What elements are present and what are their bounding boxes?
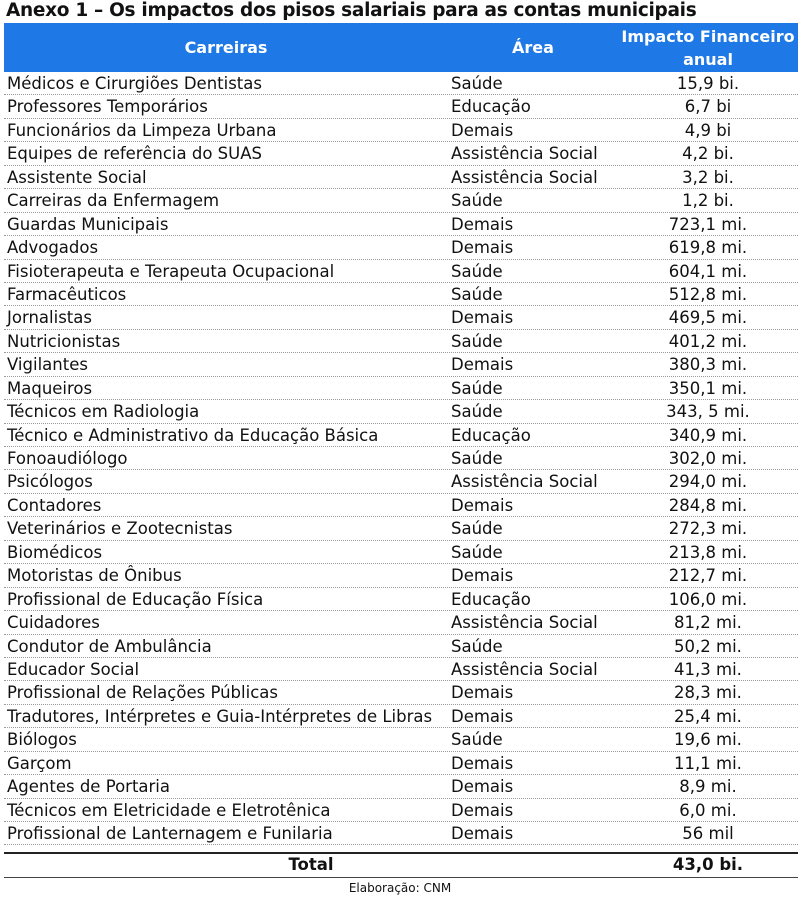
cell-impacto: 6,7 bi [684, 97, 732, 117]
cell-impacto: 56 mil [682, 824, 734, 843]
cell-carreira: Farmacêuticos [7, 284, 127, 304]
cell-carreira: Carreiras da Enfermagem [7, 191, 220, 211]
cell-area: Assistência Social [451, 613, 598, 633]
cell-impacto: 8,9 mi. [679, 777, 737, 797]
cell-area: Saúde [451, 331, 503, 351]
table-row [4, 72, 798, 95]
cell-impacto: 11,1 mi. [674, 753, 742, 773]
table-row [4, 142, 798, 165]
cell-area: Saúde [451, 378, 503, 398]
table-row [4, 822, 798, 845]
cell-area: Demais [451, 308, 514, 328]
cell-impacto: 81,2 mi. [674, 613, 742, 633]
cell-area: Demais [451, 777, 514, 797]
cell-carreira: Técnicos em Eletricidade e Eletrotênica [7, 800, 331, 820]
cell-impacto: 3,2 bi. [682, 167, 734, 187]
cell-carreira: Maqueiros [7, 378, 93, 398]
total-row [4, 852, 798, 878]
table-row [4, 470, 798, 493]
table-row [4, 447, 798, 470]
cell-impacto: 28,3 mi. [674, 683, 742, 703]
document-title: Anexo 1 – Os impactos dos pisos salariais para as contas municipais [6, 0, 697, 21]
cell-carreira: Fisioterapeuta e Terapeuta Ocupacional [7, 261, 335, 281]
cell-carreira: Veterinários e Zootecnistas [7, 519, 233, 539]
cell-impacto: 512,8 mi. [668, 284, 748, 304]
cell-area: Demais [451, 753, 514, 773]
cell-carreira: Funcionários da Limpeza Urbana [7, 120, 277, 140]
cell-area: Demais [451, 824, 514, 843]
cell-carreira: Profissional de Relações Públicas [7, 683, 278, 703]
cell-area: Saúde [451, 284, 503, 304]
cell-carreira: Agentes de Portaria [7, 777, 171, 797]
cell-impacto: 272,3 mi. [668, 519, 748, 539]
cell-carreira: Condutor de Ambulância [7, 636, 212, 656]
header-carreiras: Carreiras [184, 38, 268, 57]
header-impacto-line1: Impacto Financeiro [621, 27, 795, 46]
table-row [4, 166, 798, 189]
table-row [4, 705, 798, 728]
cell-carreira: Fonoaudiólogo [7, 449, 128, 468]
cell-area: Demais [451, 120, 514, 140]
cell-area: Demais [451, 706, 514, 726]
cell-carreira: Profissional de Lanternagem e Funilaria [7, 824, 333, 843]
cell-carreira: Motoristas de Ônibus [7, 566, 182, 586]
table-row [4, 494, 798, 517]
cell-area: Saúde [451, 636, 503, 656]
cell-carreira: Profissional de Educação Física [7, 589, 264, 609]
table-row [4, 283, 798, 306]
source-note: Elaboração: CNM [348, 881, 452, 895]
cell-area: Saúde [451, 402, 503, 422]
table-row [4, 517, 798, 540]
cell-impacto: 604,1 mi. [668, 261, 748, 281]
cell-area: Assistência Social [451, 472, 598, 492]
cell-impacto: 212,7 mi. [668, 566, 748, 586]
cell-impacto: 343, 5 mi. [666, 402, 750, 422]
table-row [4, 400, 798, 423]
cell-area: Demais [451, 214, 514, 234]
cell-impacto: 41,3 mi. [674, 659, 742, 679]
cell-area: Demais [451, 566, 514, 586]
table-row [4, 119, 798, 142]
cell-carreira: Professores Temporários [7, 97, 208, 117]
cell-area: Demais [451, 355, 514, 375]
cell-area: Demais [451, 683, 514, 703]
cell-impacto: 619,8 mi. [668, 238, 748, 258]
table-body [4, 72, 798, 845]
table-row [4, 353, 798, 376]
cell-area: Demais [451, 800, 514, 820]
cell-carreira: Jornalistas [7, 308, 92, 328]
cell-carreira: Assistente Social [7, 167, 147, 187]
cell-area: Saúde [451, 730, 503, 750]
cell-carreira: Advogados [7, 238, 99, 258]
cell-carreira: Educador Social [7, 659, 140, 679]
cell-impacto: 340,9 mi. [668, 425, 748, 445]
total-label: Total [288, 855, 334, 874]
cell-impacto: 401,2 mi. [668, 331, 748, 351]
table-row [4, 95, 798, 118]
cell-impacto: 4,9 bi [684, 120, 732, 140]
cell-impacto: 294,0 mi. [668, 472, 748, 492]
cell-carreira: Guardas Municipais [7, 214, 169, 234]
header-impacto-line2: anual [683, 50, 733, 69]
table-row [4, 424, 798, 447]
cell-impacto: 19,6 mi. [674, 730, 742, 750]
table-row [4, 189, 798, 212]
table-row [4, 611, 798, 634]
cell-area: Saúde [451, 261, 503, 281]
cell-area: Educação [451, 589, 531, 609]
cell-impacto: 302,0 mi. [668, 449, 748, 468]
cell-area: Demais [451, 238, 514, 258]
table-row [4, 260, 798, 283]
cell-carreira: Psicólogos [7, 472, 93, 492]
cell-carreira: Biomédicos [7, 542, 103, 562]
table-row [4, 799, 798, 822]
cell-area: Educação [451, 425, 531, 445]
table-row [4, 775, 798, 798]
cell-carreira: Biólogos [7, 730, 77, 750]
cell-impacto: 350,1 mi. [668, 378, 748, 398]
cell-carreira: Técnicos em Radiologia [7, 402, 200, 422]
table-row [4, 541, 798, 564]
table-row [4, 236, 798, 259]
table-row [4, 681, 798, 704]
cell-impacto: 380,3 mi. [668, 355, 748, 375]
cell-area: Assistência Social [451, 659, 598, 679]
header-area: Área [512, 38, 554, 57]
cell-carreira: Garçom [7, 753, 72, 773]
cell-impacto: 213,8 mi. [668, 542, 748, 562]
table-row [4, 588, 798, 611]
table-row [4, 635, 798, 658]
table-row [4, 377, 798, 400]
cell-impacto: 1,2 bi. [682, 191, 734, 211]
cell-impacto: 469,5 mi. [668, 308, 748, 328]
cell-area: Demais [451, 495, 514, 515]
cell-carreira: Cuidadores [7, 613, 100, 633]
table-row [4, 658, 798, 681]
cell-carreira: Equipes de referência do SUAS [7, 144, 262, 164]
cell-area: Saúde [451, 542, 503, 562]
table-row [4, 330, 798, 353]
cell-impacto: 50,2 mi. [674, 636, 742, 656]
total-value: 43,0 bi. [672, 855, 744, 874]
cell-carreira: Contadores [7, 495, 102, 515]
cell-area: Assistência Social [451, 167, 598, 187]
table-header [4, 23, 798, 72]
cell-impacto: 284,8 mi. [668, 495, 748, 515]
cell-area: Educação [451, 97, 531, 117]
table-row [4, 752, 798, 775]
cell-impacto: 15,9 bi. [676, 74, 740, 93]
cell-area: Saúde [451, 519, 503, 539]
table-row [4, 306, 798, 329]
cell-carreira: Tradutores, Intérpretes e Guia-Intérpretes de Libras [7, 706, 433, 726]
cell-area: Assistência Social [451, 144, 598, 164]
cell-carreira: Médicos e Cirurgiões Dentistas [7, 74, 262, 93]
cell-area: Saúde [451, 191, 503, 211]
table-row [4, 564, 798, 587]
cell-carreira: Técnico e Administrativo da Educação Básica [7, 425, 379, 445]
cell-area: Saúde [451, 449, 503, 468]
cell-impacto: 25,4 mi. [674, 706, 742, 726]
table-row [4, 213, 798, 236]
cell-impacto: 723,1 mi. [668, 214, 748, 234]
cell-carreira: Nutricionistas [7, 331, 121, 351]
cell-carreira: Vigilantes [7, 355, 88, 375]
header-impacto [618, 25, 798, 71]
table-row [4, 728, 798, 751]
cell-impacto: 6,0 mi. [679, 800, 737, 820]
cell-area: Saúde [451, 74, 503, 93]
cell-impacto: 106,0 mi. [668, 589, 748, 609]
cell-impacto: 4,2 bi. [682, 144, 734, 164]
